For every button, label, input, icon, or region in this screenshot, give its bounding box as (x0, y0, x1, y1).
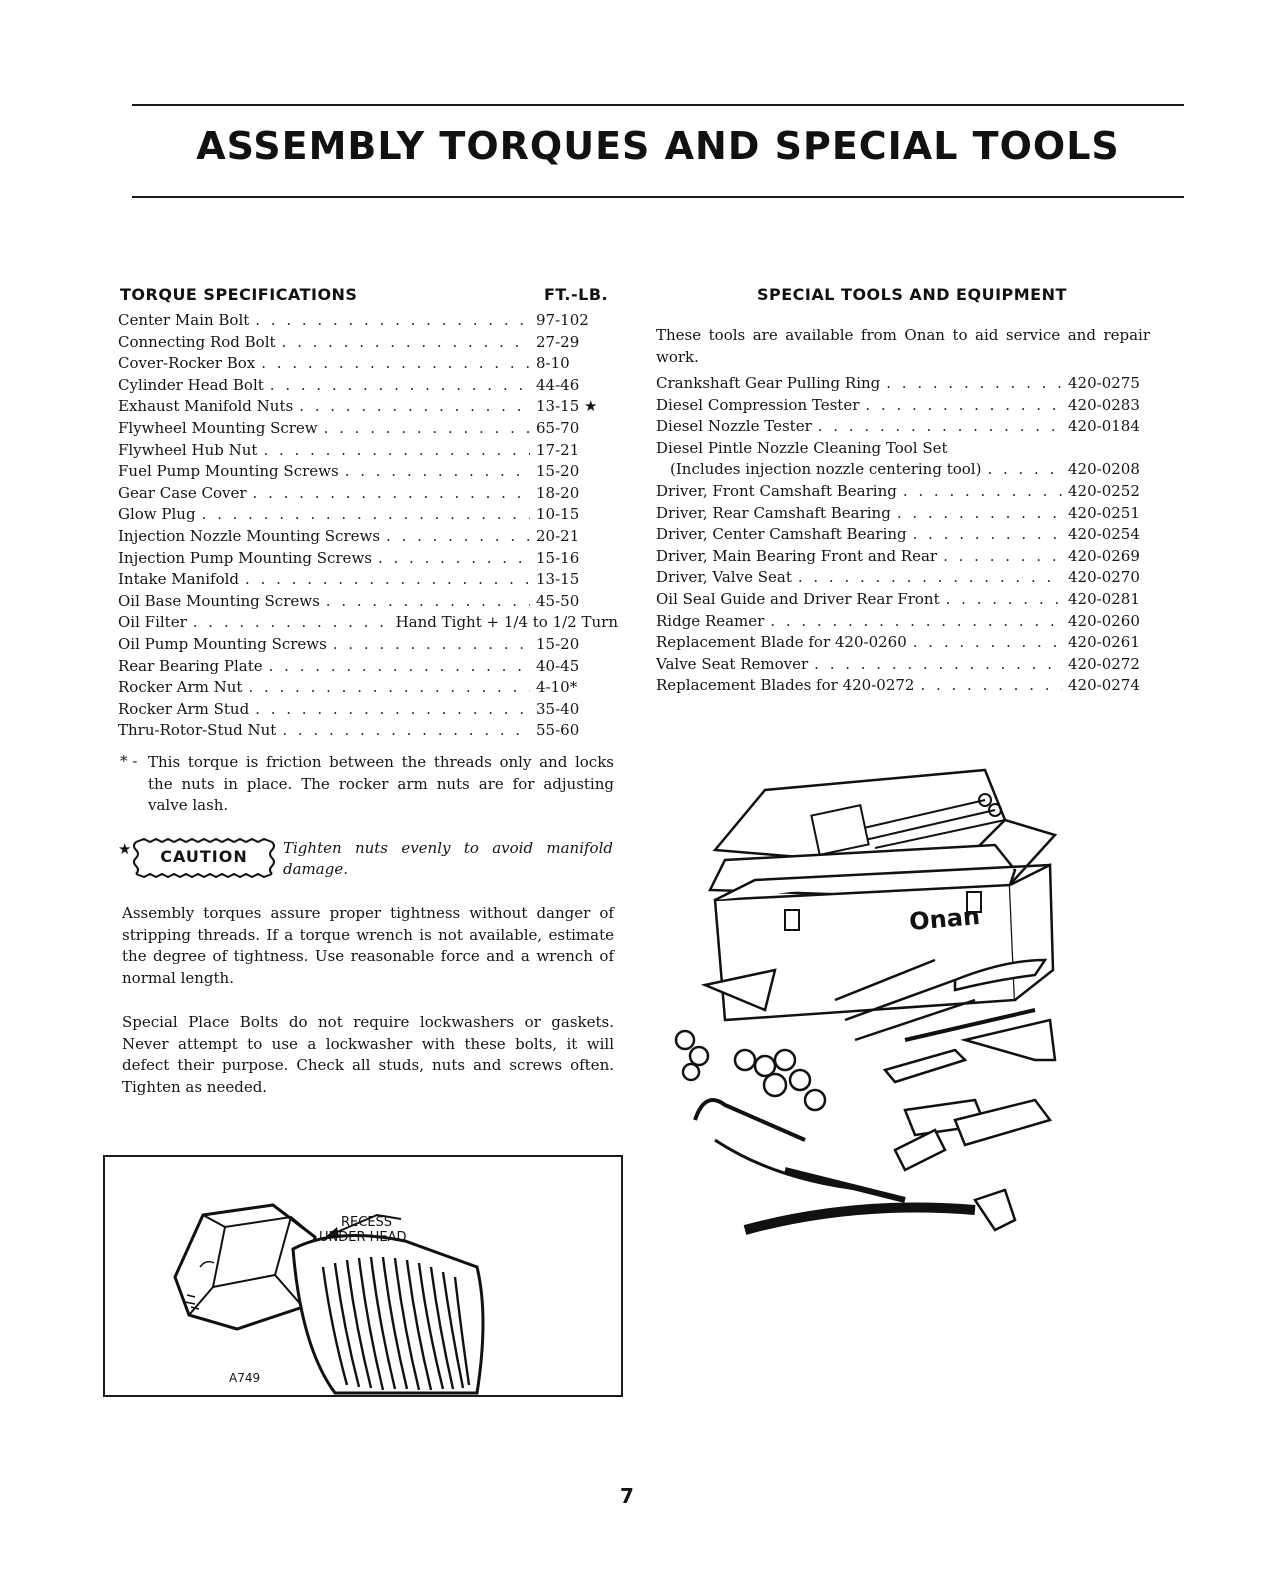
caution-message: Tighten nuts evenly to avoid manifold damage. (283, 839, 613, 878)
list-item: Oil Base Mounting Screws . . . 45-50 (118, 592, 618, 614)
list-item: Driver, Main Bearing Front and Rear . . . 420-0269 (656, 547, 1150, 569)
bolt-figure (103, 1155, 623, 1397)
list-item: Driver, Rear Camshaft Bearing . . . 420-0251 (656, 504, 1150, 526)
caution-star: ★ (118, 840, 132, 858)
list-item: Center Main Bolt . . . 97-102 (118, 311, 618, 333)
tools-list (656, 374, 1150, 698)
list-item: Diesel Compression Tester . . . 420-0283 (656, 396, 1150, 418)
figure-callout (319, 1215, 407, 1245)
list-item: Flywheel Hub Nut . . . 17-21 (118, 441, 618, 463)
list-item: Valve Seat Remover . . . 420-0272 (656, 655, 1150, 677)
list-item: Flywheel Mounting Screw . . . 65-70 (118, 419, 618, 441)
torque-unit-heading: FT.-LB. (544, 285, 609, 304)
list-item: Replacement Blade for 420-0260 . . . 420-0261 (656, 633, 1150, 655)
list-item: Fuel Pump Mounting Screws . . . 15-20 (118, 462, 618, 484)
list-item: (Includes injection nozzle centering tool) . . . 420-0208 (656, 460, 1150, 482)
list-item: Gear Case Cover . . . 18-20 (118, 484, 618, 506)
oil-filter-item: Oil Filter . . . Hand Tight + 1/4 to 1/2 Turn (118, 613, 618, 635)
list-item: Rear Bearing Plate . . . 40-45 (118, 657, 618, 679)
list-item: Diesel Nozzle Tester . . . 420-0184 (656, 417, 1150, 439)
callout-line-2: UNDER HEAD (319, 1230, 407, 1245)
torque-footnote: This torque is friction between the threads only and locks the nuts in place. The rocker arm nuts are for adjusting valve lash. (148, 753, 614, 814)
list-item: Glow Plug . . . 10-15 (118, 505, 618, 527)
list-item: Replacement Blades for 420-0272 . . . 420-0274 (656, 676, 1150, 698)
list-item: Connecting Rod Bolt . . . 27-29 (118, 333, 618, 355)
list-item: Thru-Rotor-Stud Nut . . . 55-60 (118, 721, 618, 743)
list-item: Driver, Center Camshaft Bearing . . . 420-0254 (656, 525, 1150, 547)
figure-code: A749 (229, 1371, 261, 1385)
list-item: Driver, Valve Seat . . . 420-0270 (656, 568, 1150, 590)
list-item: Ridge Reamer . . . 420-0260 (656, 612, 1150, 634)
list-item: Rocker Arm Stud . . . 35-40 (118, 700, 618, 722)
page-number: 7 (620, 1484, 634, 1508)
callout-line-1: RECESS (341, 1215, 393, 1230)
bolt-illustration (105, 1157, 621, 1395)
footnote-mark: * - (120, 752, 138, 770)
caution-notice (118, 838, 618, 882)
list-item: Oil Seal Guide and Driver Rear Front . . . 420-0281 (656, 590, 1150, 612)
toolbox-illustration (655, 760, 1075, 1250)
list-item: Diesel Pintle Nozzle Cleaning Tool Set (656, 438, 948, 457)
list-item: Cylinder Head Bolt . . . 44-46 (118, 376, 618, 398)
list-item: Intake Manifold . . . 13-15 (118, 570, 618, 592)
tools-intro: These tools are available from Onan to aid service and repair work. (656, 326, 1150, 366)
toolbox-logo: Onan (908, 901, 982, 936)
list-item: Exhaust Manifold Nuts . . . 13-15 ★ (118, 397, 618, 419)
page-title: ASSEMBLY TORQUES AND SPECIAL TOOLS (196, 124, 1120, 168)
torque-list (118, 311, 618, 743)
title-underline (132, 196, 1184, 198)
torque-heading: TORQUE SPECIFICATIONS (120, 285, 358, 304)
list-item: Oil Pump Mounting Screws . . . 15-20 (118, 635, 618, 657)
list-item: Driver, Front Camshaft Bearing . . . 420-0252 (656, 482, 1150, 504)
caution-label: CAUTION (160, 847, 248, 866)
assembly-paragraph: Assembly torques assure proper tightness without danger of stripping threads. If a torque wrench is not available, estimate the degree of tightness. Use reasonable force and a wrench of normal length. (122, 904, 614, 987)
special-bolts-paragraph: Special Place Bolts do not require lockwashers or gaskets. Never attempt to use a lockwasher with these bolts, it will defect their purpose. Check all studs, nuts and screws often. Tighten as needed. (122, 1013, 614, 1096)
list-item: Cover-Rocker Box . . . 8-10 (118, 354, 618, 376)
list-item: Rocker Arm Nut . . . 4-10* (118, 678, 618, 700)
list-item: Injection Pump Mounting Screws . . . 15-16 (118, 549, 618, 571)
list-item: Crankshaft Gear Pulling Ring . . . 420-0275 (656, 374, 1150, 396)
top-rule (132, 104, 1184, 106)
tools-heading: SPECIAL TOOLS AND EQUIPMENT (757, 285, 1067, 304)
list-item: Injection Nozzle Mounting Screws . . . 20-21 (118, 527, 618, 549)
